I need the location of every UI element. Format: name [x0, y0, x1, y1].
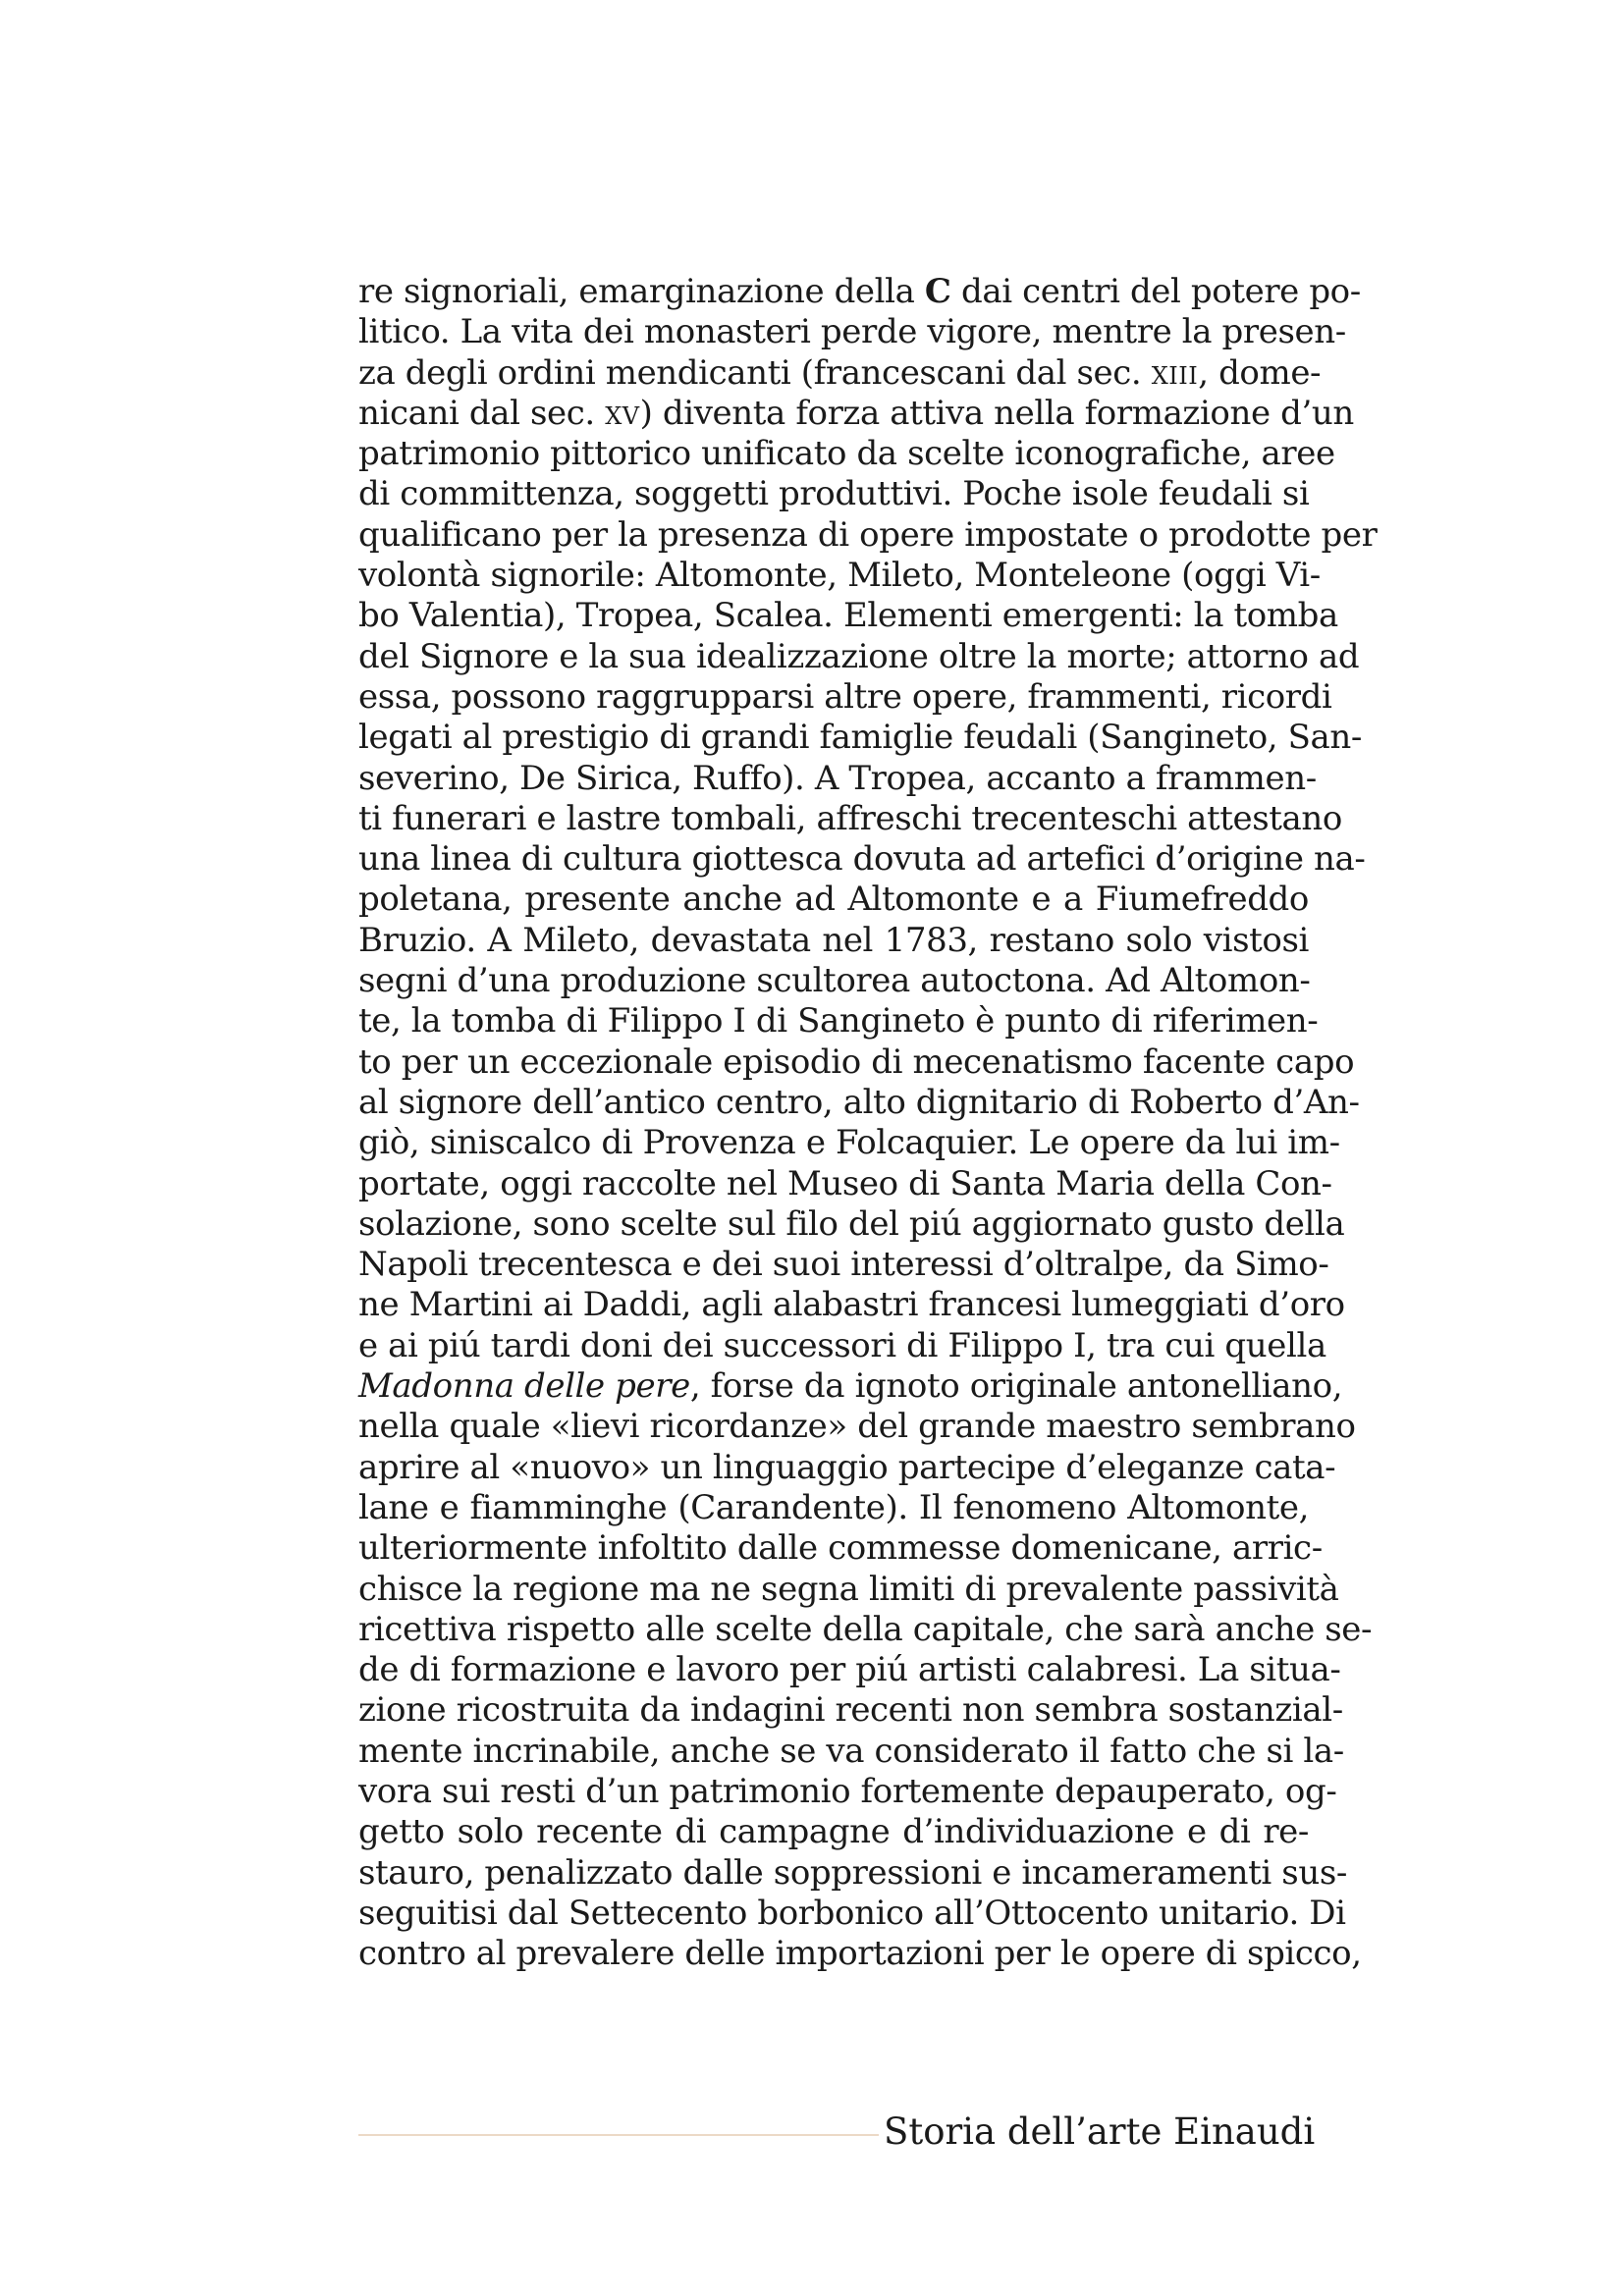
text-line	[358, 1812, 1309, 1852]
text-segment: legati al prestigio di grandi famiglie feudali (Sangineto, San-	[358, 718, 1362, 758]
text-segment: za degli ordini mendicanti (francescani dal sec.	[358, 352, 1152, 393]
text-line	[358, 1447, 1336, 1488]
text-line	[358, 1528, 1323, 1569]
text-segment: getto solo recente di campagne d’individuazione e di re-	[358, 1812, 1309, 1852]
text-segment: xv	[605, 393, 640, 433]
text-line	[358, 1609, 1373, 1650]
text-segment: del Signore e la sua idealizzazione oltre la morte; attorno ad	[358, 636, 1360, 676]
text-line	[358, 1001, 1319, 1041]
text-line	[358, 1041, 1355, 1083]
text-line	[358, 272, 1361, 312]
text-segment: ulteriormente infoltito dalle commesse domenicane, arric-	[358, 1528, 1323, 1569]
text-segment: C	[924, 272, 951, 311]
text-line	[358, 1325, 1326, 1366]
text-line	[358, 1366, 1343, 1407]
text-segment: dai centri del potere po-	[950, 272, 1361, 311]
text-segment: aprire al «nuovo» un linguaggio partecipe d’eleganze cata-	[358, 1447, 1336, 1487]
text-segment: giò, siniscalco di Provenza e Folcaquier. Le opere da lui im-	[358, 1123, 1340, 1163]
text-line	[358, 1285, 1345, 1325]
text-line	[358, 352, 1322, 394]
text-segment: poletana, presente anche ad Altomonte e a Fiumefreddo	[358, 880, 1309, 920]
text-segment: seguitisi dal Settecento borbonico all’Ottocento unitario. Di	[358, 1893, 1346, 1933]
text-segment: al signore dell’antico centro, alto dignitario di Roberto d’An-	[358, 1082, 1360, 1122]
text-line	[358, 1082, 1360, 1123]
text-segment: Napoli trecentesca e dei suoi interessi d’oltralpe, da Simo-	[358, 1245, 1329, 1285]
footer-rule	[358, 2134, 879, 2136]
text-segment: nella quale «lievi ricordanze» del grande maestro sembrano	[358, 1407, 1356, 1447]
text-line	[358, 676, 1332, 718]
text-segment: ne Martini ai Daddi, agli alabastri francesi lumeggiati d’oro	[358, 1285, 1345, 1325]
text-segment: volontà signorile: Altomonte, Mileto, Monteleone (oggi Vi-	[358, 556, 1321, 596]
body-text	[358, 272, 1378, 1974]
text-segment: zione ricostruita da indagini recenti non sembra sostanzial-	[358, 1690, 1343, 1731]
text-line	[358, 961, 1309, 1001]
text-line	[358, 514, 1378, 556]
text-line	[358, 636, 1360, 677]
text-line	[358, 1203, 1345, 1245]
text-segment: una linea di cultura giottesca dovuta ad artefici d’origine na-	[358, 839, 1366, 880]
text-line	[358, 1407, 1356, 1447]
text-segment: portate, oggi raccolte nel Museo di Santa Maria della Con-	[358, 1163, 1332, 1203]
text-segment: patrimonio pittorico unificato da scelte iconografiche, aree	[358, 434, 1335, 474]
text-segment: essa, possono raggrupparsi altre opere, frammenti, ricordi	[358, 676, 1332, 717]
text-segment: qualificano per la presenza di opere impostate o prodotte per	[358, 514, 1378, 555]
text-segment: ) diventa forza attiva nella formazione d’un	[639, 393, 1354, 433]
text-line	[358, 1934, 1362, 1974]
text-line	[358, 1690, 1343, 1731]
text-line	[358, 1650, 1341, 1690]
text-segment: litico. La vita dei monasteri perde vigore, mentre la presen-	[358, 312, 1346, 352]
text-segment: solazione, sono scelte sul filo del piú aggiornato gusto della	[358, 1203, 1345, 1244]
text-line	[358, 1569, 1339, 1610]
text-line	[358, 312, 1346, 352]
text-segment: xiii	[1151, 352, 1199, 393]
text-segment: severino, De Sirica, Ruffo). A Tropea, accanto a frammen-	[358, 758, 1317, 798]
text-line	[358, 839, 1366, 880]
text-segment: Bruzio. A Mileto, devastata nel 1783, restano solo vistosi	[358, 920, 1309, 960]
text-segment: mente incrinabile, anche se va considerato il fatto che si la-	[358, 1731, 1344, 1771]
text-segment: ricettiva rispetto alle scelte della capitale, che sarà anche se-	[358, 1609, 1373, 1649]
text-line	[358, 758, 1317, 799]
text-segment: contro al prevalere delle importazioni per le opere di spicco,	[358, 1934, 1362, 1974]
text-segment: nicani dal sec.	[358, 393, 606, 433]
text-line	[358, 434, 1335, 474]
text-segment: di committenza, soggetti produttivi. Poche isole feudali si	[358, 474, 1310, 514]
text-line	[358, 1893, 1346, 1934]
text-segment: bo Valentia), Tropea, Scalea. Elementi emergenti: la tomba	[358, 596, 1338, 636]
text-line	[358, 393, 1354, 434]
footer-title: Storia dell’arte Einaudi	[884, 2110, 1316, 2153]
text-segment: , forse da ignoto originale antonelliano,	[689, 1366, 1343, 1407]
text-line	[358, 1163, 1332, 1204]
text-line	[358, 880, 1309, 920]
text-line	[358, 1852, 1347, 1894]
text-segment: Madonna delle pere	[358, 1366, 690, 1407]
text-line	[358, 1771, 1337, 1812]
text-line	[358, 1245, 1329, 1285]
text-line	[358, 798, 1342, 839]
text-line	[358, 596, 1338, 636]
text-segment: , dome-	[1198, 352, 1322, 393]
text-segment: re signoriali, emarginazione della	[358, 272, 925, 311]
text-line	[358, 1488, 1309, 1528]
text-segment: ti funerari e lastre tombali, affreschi trecenteschi attestano	[358, 798, 1342, 838]
text-segment: de di formazione e lavoro per piú artisti calabresi. La situa-	[358, 1650, 1341, 1690]
text-line	[358, 556, 1321, 596]
text-segment: segni d’una produzione scultorea autoctona. Ad Altomon-	[358, 961, 1311, 1001]
text-line	[358, 921, 1309, 961]
text-segment: te, la tomba di Filippo I di Sangineto è punto di riferimen-	[358, 1001, 1319, 1041]
text-segment: e ai piú tardi doni dei successori di Filippo I, tra cui quella	[358, 1325, 1326, 1365]
text-segment: stauro, penalizzato dalle soppressioni e incameramenti sus-	[358, 1852, 1347, 1893]
text-line	[358, 1123, 1340, 1163]
text-segment: to per un eccezionale episodio di mecenatismo facente capo	[358, 1041, 1355, 1082]
text-segment: chisce la regione ma ne segna limiti di prevalente passività	[358, 1569, 1339, 1609]
text-segment: lane e fiamminghe (Carandente). Il fenomeno Altomonte,	[358, 1487, 1309, 1527]
text-line	[358, 718, 1362, 758]
text-line	[358, 474, 1309, 514]
text-segment: vora sui resti d’un patrimonio fortemente depauperato, og-	[358, 1771, 1337, 1811]
text-line	[358, 1731, 1344, 1772]
